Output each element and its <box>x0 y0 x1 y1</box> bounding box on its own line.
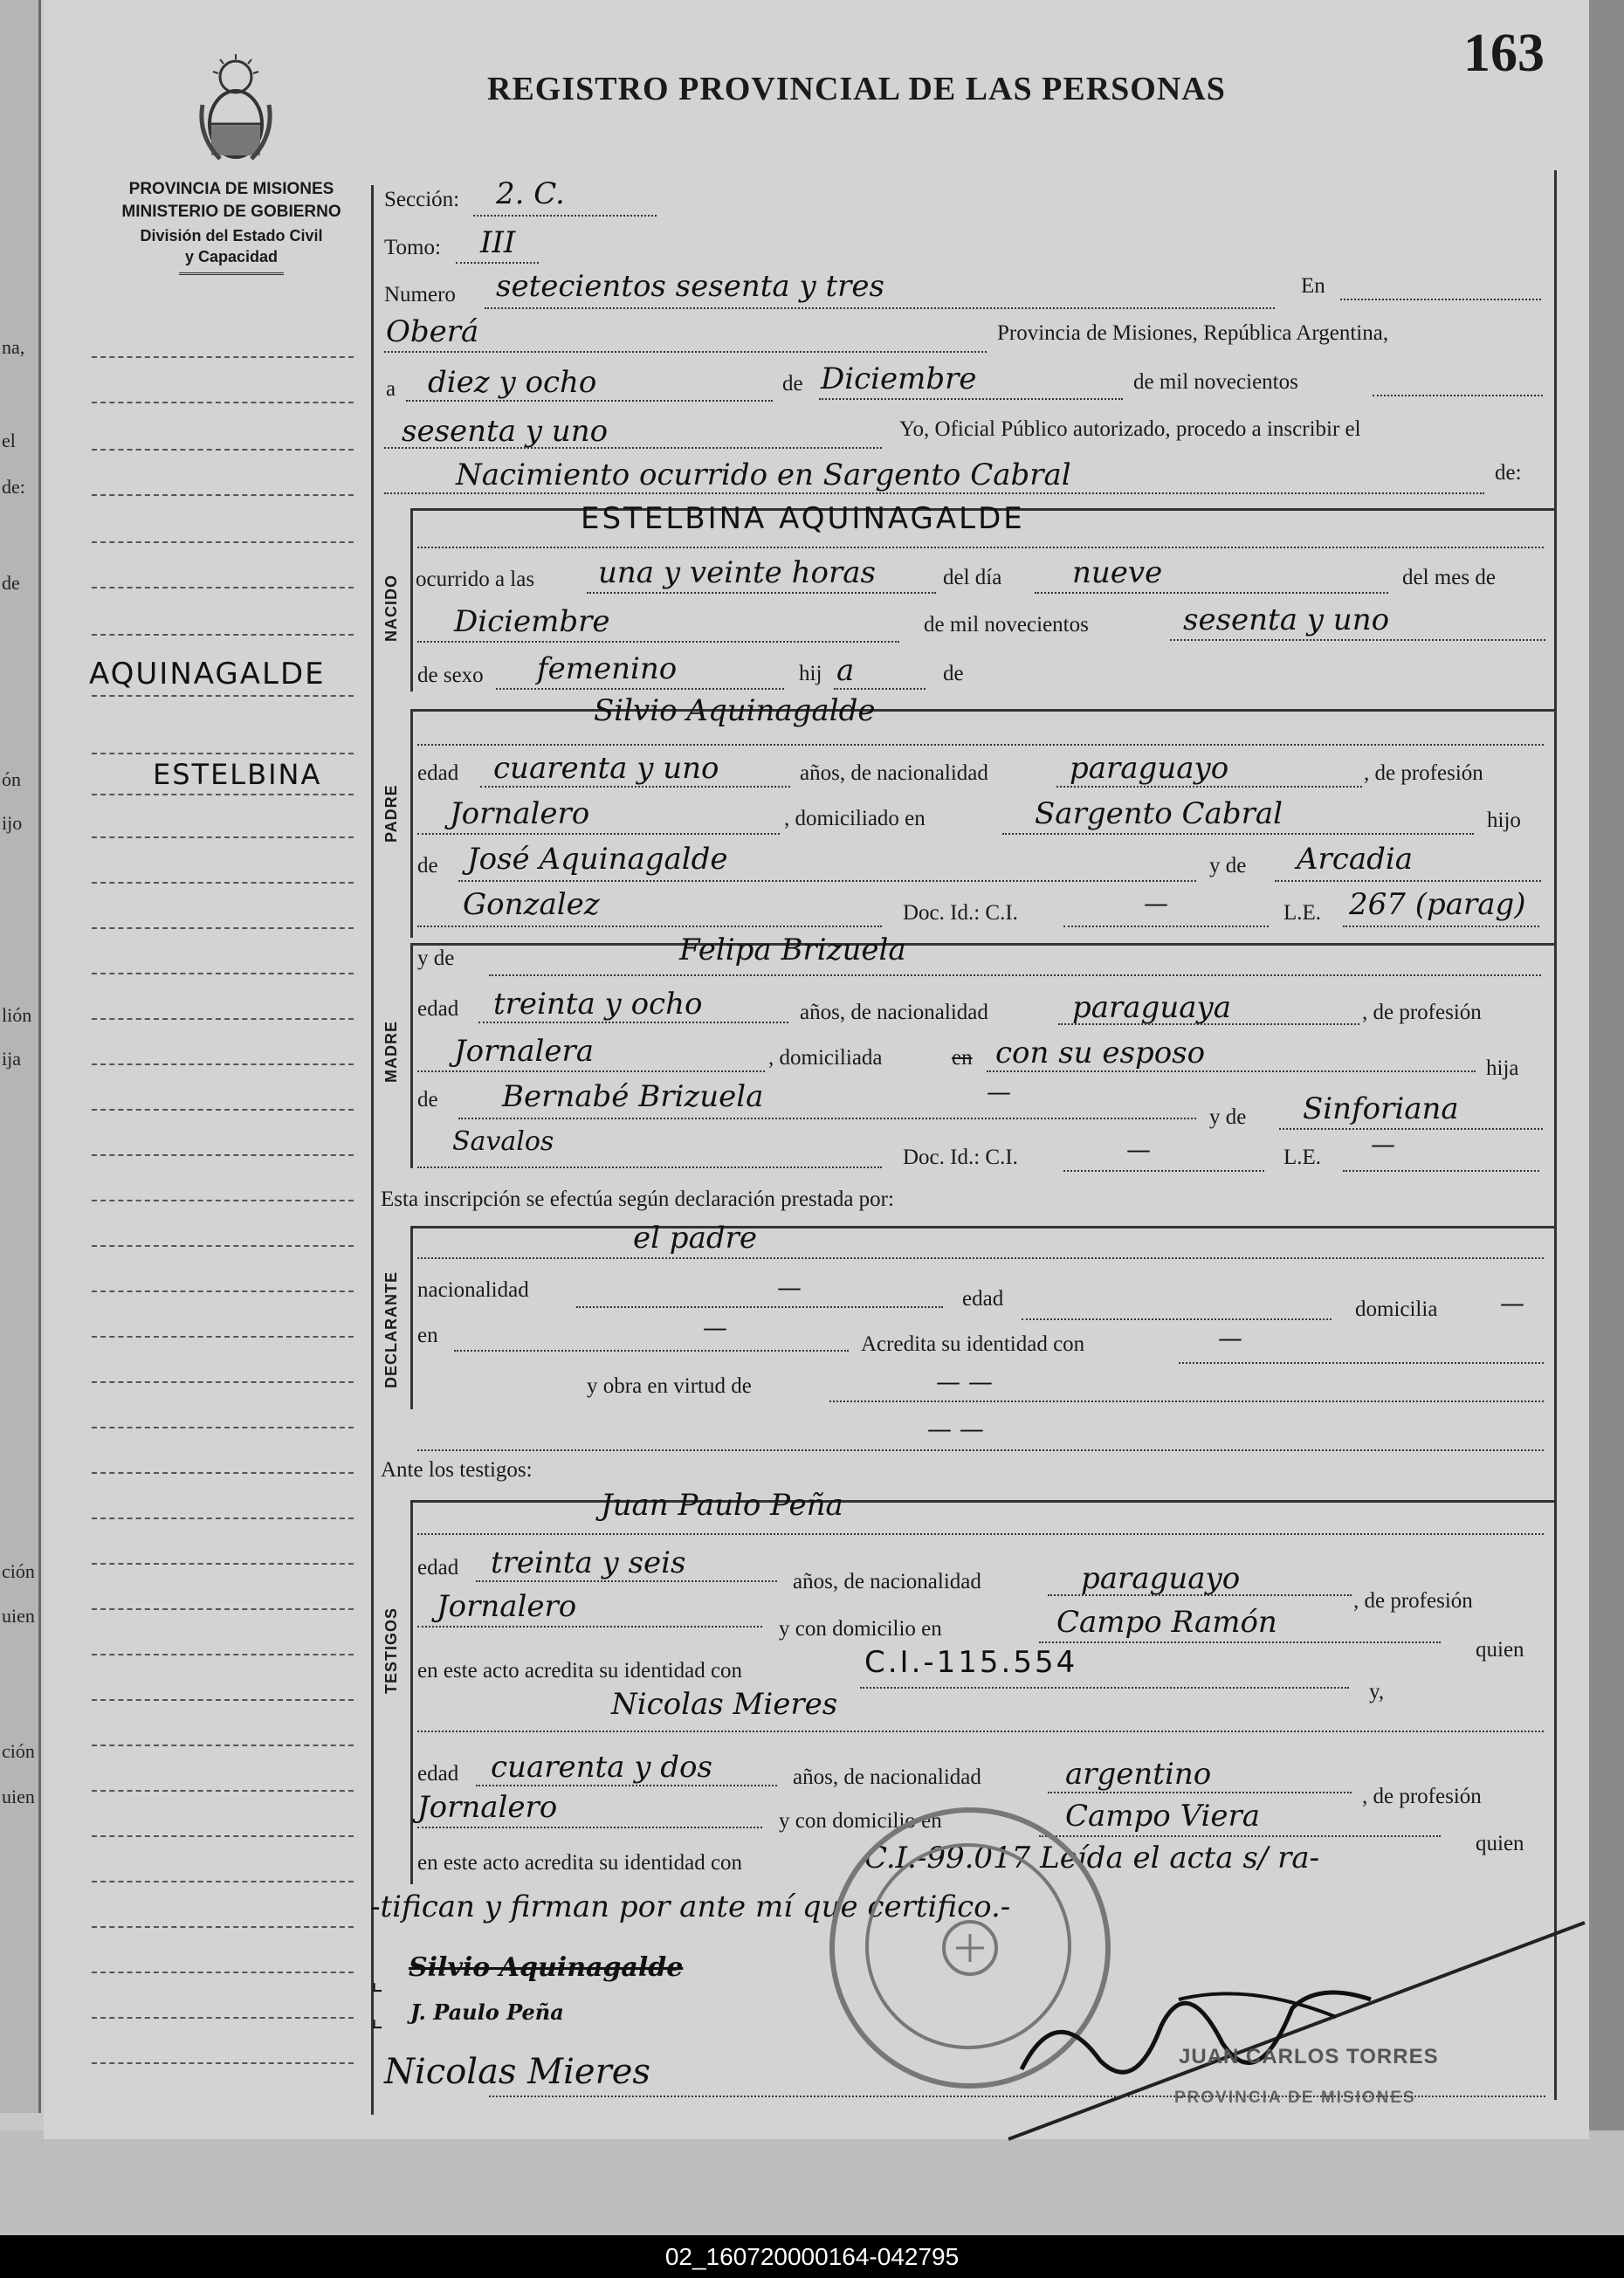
madre-doc-label: Doc. Id.: C.I. <box>903 1146 1018 1169</box>
madre-de-label: de <box>417 1088 438 1111</box>
padre-le-value: 267 (parag) <box>1349 887 1526 922</box>
signature-mark-icon: ⌞ <box>371 2004 384 2033</box>
mil-label: de mil novecientos <box>1133 370 1298 394</box>
fragment-text: ijo <box>2 812 23 834</box>
madre-mother-value-2: Savalos <box>452 1126 554 1157</box>
declarante-nac-value: — <box>777 1273 802 1302</box>
dia-value: diez y ocho <box>428 365 597 400</box>
padre-prof-value: Jornalero <box>450 796 590 831</box>
provincia-label: Provincia de Misiones, República Argentina, <box>997 321 1389 345</box>
official-name: JUAN CARLOS TORRES <box>1179 2045 1439 2068</box>
mes-label: del mes de <box>1402 566 1496 589</box>
header-rule <box>179 272 284 275</box>
testigo2-nac-label: años, de nacionalidad <box>793 1765 981 1789</box>
testigo1-acred-value: C.I.-115.554 <box>864 1645 1078 1680</box>
declarante-dom-value: — <box>1500 1289 1524 1318</box>
madre-section-label: MADRE <box>382 1021 400 1083</box>
madre-hija-label: hija <box>1486 1056 1519 1080</box>
de-label: de <box>782 372 803 396</box>
section-bracket <box>410 1500 413 1884</box>
declarante-acred-label: Acredita su identidad con <box>861 1332 1085 1356</box>
nacido-name: ESTELBINA AQUINAGALDE <box>581 501 1025 536</box>
declarante-dom-label: domicilia <box>1355 1297 1438 1321</box>
book-edge <box>1585 0 1624 2235</box>
en-label: En <box>1301 274 1325 298</box>
madre-edad-value: treinta y ocho <box>493 987 703 1022</box>
fragment-text: uien <box>2 1786 35 1807</box>
madre-dom-label: , domiciliada <box>768 1046 883 1070</box>
fragment-text: ón <box>2 768 21 790</box>
de-colon-label: de: <box>1495 461 1522 485</box>
padre-section-label: PADRE <box>382 784 400 843</box>
testigo1-nac-label: años, de nacionalidad <box>793 1570 981 1593</box>
testigo1-prof-value: Jornalero <box>437 1589 577 1624</box>
madre-dom-value: con su esposo <box>995 1036 1206 1070</box>
madre-mother-value: Sinforiana <box>1303 1091 1459 1126</box>
anio-value: sesenta y uno <box>402 414 609 449</box>
nacido-dia-value: nueve <box>1072 555 1163 590</box>
madre-father-value: Bernabé Brizuela <box>502 1079 764 1114</box>
page-number: 163 <box>1463 24 1545 83</box>
padre-yde-label: y de <box>1209 854 1247 877</box>
frame-line <box>1554 170 1557 2100</box>
frame-line <box>371 185 374 2115</box>
signature-father: Silvio Aquinagalde <box>409 1952 684 1983</box>
testigo2-nac-value: argentino <box>1065 1757 1212 1792</box>
testigo2-prof-label: , de profesión <box>1362 1785 1482 1808</box>
section-bracket <box>410 508 413 692</box>
declarante-nac-label: nacionalidad <box>417 1278 529 1302</box>
signature-mark-icon: ⌞ <box>371 1967 384 1996</box>
madre-nac-value: paraguaya <box>1072 990 1231 1025</box>
testigo2-dom-value: Campo Viera <box>1065 1799 1261 1834</box>
section-rule <box>410 1500 1554 1503</box>
margin-given-name: ESTELBINA <box>153 758 322 791</box>
madre-prof-label: , de profesión <box>1362 1001 1482 1024</box>
seccion-label: Sección: <box>384 188 460 211</box>
padre-dom-label: , domiciliado en <box>784 807 926 830</box>
fragment-text: uien <box>2 1605 35 1627</box>
section-rule <box>410 709 1554 712</box>
fragment-text: de: <box>2 476 25 498</box>
declarante-intro: Esta inscripción se efectúa según declaración prestada por: <box>381 1187 894 1211</box>
seccion-value: 2. C. <box>496 176 565 211</box>
testigo2-name: Nicolas Mieres <box>611 1687 838 1722</box>
numero-label: Numero <box>384 283 456 306</box>
section-rule <box>410 1226 1554 1228</box>
testigo2-acred-value: C.I.-99.017 Leída el acta s/ ra- <box>864 1841 1320 1875</box>
fragment-text: na, <box>2 336 25 358</box>
testigo1-dom-value: Campo Ramón <box>1056 1605 1277 1640</box>
sexo-value: femenino <box>537 651 678 686</box>
madre-nac-label: años, de nacionalidad <box>800 1001 988 1024</box>
declarante-obra-value: — — <box>936 1367 993 1396</box>
declarante-acred-value: — <box>1218 1324 1242 1352</box>
fragment-text: el <box>2 430 16 451</box>
tomo-label: Tomo: <box>384 236 441 259</box>
testigo1-prof-label: , de profesión <box>1353 1589 1473 1613</box>
declarante-edad-label: edad <box>962 1287 1004 1311</box>
hora-value: una y veinte horas <box>598 555 876 590</box>
testigo2-dom-label: y con domicilio en <box>779 1809 942 1833</box>
seal-emblem-icon <box>935 1913 1005 1983</box>
padre-nac-value: paraguayo <box>1070 751 1229 786</box>
madre-le-label: L.E. <box>1283 1146 1322 1169</box>
madre-prof-value: Jornalera <box>454 1034 595 1069</box>
padre-edad-label: edad <box>417 761 459 785</box>
hij-label: hij <box>799 662 822 685</box>
section-rule <box>410 943 1554 946</box>
fragment-text: ción <box>2 1740 35 1762</box>
padre-prof-label: , de profesión <box>1364 761 1483 785</box>
sexo-label: de sexo <box>417 664 484 687</box>
header-capacidad: y Capacidad <box>184 248 279 265</box>
page-title: REGISTRO PROVINCIAL DE LAS PERSONAS <box>487 71 1226 107</box>
hecho-value: Nacimiento ocurrido en Sargento Cabral <box>456 458 1071 492</box>
a-label: a <box>386 377 396 401</box>
padre-de-label: de <box>417 854 438 877</box>
madre-father-dash: — <box>987 1077 1011 1106</box>
fragment-text: lión <box>2 1004 32 1026</box>
padre-edad-value: cuarenta y uno <box>493 751 719 786</box>
declarante-en-value: — <box>703 1313 727 1342</box>
signature-witness1: J. Paulo Peña <box>410 1999 564 2025</box>
testigo2-acred-label: en este acto acredita su identidad con <box>417 1851 743 1875</box>
header-province: PROVINCIA DE MISIONES <box>128 180 334 198</box>
padre-name: Silvio Aquinagalde <box>594 693 876 728</box>
padre-mother-value-2: Gonzalez <box>463 887 600 922</box>
numero-value: setecientos sesenta y tres <box>496 269 884 304</box>
declarante-extra-value: — — <box>927 1414 984 1443</box>
tomo-value: III <box>480 225 516 260</box>
testigos-section-label: TESTIGOS <box>382 1607 400 1694</box>
testigo1-edad-value: treinta y seis <box>491 1545 686 1580</box>
nacido-section-label: NACIDO <box>382 575 400 642</box>
fragment-text: ija <box>2 1048 21 1070</box>
padre-hijo-label: hijo <box>1487 809 1521 832</box>
closing-text: -tifican y firman por ante mí que certifico.- <box>370 1889 1011 1924</box>
padre-father-value: José Aquinagalde <box>467 842 728 877</box>
testigo1-y-label: y, <box>1369 1680 1385 1703</box>
image-id-footer: 02_160720000164-042795 <box>0 2235 1624 2278</box>
madre-yde2-label: y de <box>1209 1105 1247 1129</box>
fragment-text: ción <box>2 1560 35 1582</box>
padre-mother-value: Arcadia <box>1297 842 1414 877</box>
ocurrido-label: ocurrido a las <box>416 568 535 591</box>
madre-yde-label: y de <box>417 946 455 970</box>
margin-surname: AQUINAGALDE <box>89 657 326 692</box>
testigo2-prof-value: Jornalero <box>417 1790 558 1825</box>
place-value: Oberá <box>386 314 479 349</box>
dia-label: del día <box>943 566 1002 589</box>
section-bracket <box>410 1226 413 1409</box>
fragment-text: de <box>2 572 20 594</box>
oficial-label: Yo, Oficial Público autorizado, procedo a inscribir el <box>899 417 1361 441</box>
testigo1-nac-value: paraguayo <box>1081 1561 1241 1596</box>
header-ministry: MINISTERIO DE GOBIERNO <box>121 203 341 221</box>
testigo1-edad-label: edad <box>417 1556 459 1579</box>
declarante-en-label: en <box>417 1324 438 1347</box>
coat-of-arms-icon <box>194 52 278 166</box>
padre-le-label: L.E. <box>1283 901 1322 925</box>
madre-dom-struck: en <box>952 1046 973 1070</box>
testigos-intro: Ante los testigos: <box>381 1458 533 1482</box>
padre-doc-value: — <box>1144 889 1168 918</box>
padre-doc-label: Doc. Id.: C.I. <box>903 901 1018 925</box>
nacido-anio-value: sesenta y uno <box>1183 602 1390 637</box>
previous-page-edge <box>0 0 41 2113</box>
section-bracket <box>410 943 413 1168</box>
testigo1-name: Juan Paulo Peña <box>601 1488 843 1523</box>
hij-value: a <box>836 653 855 688</box>
header-division: División del Estado Civil <box>140 227 323 244</box>
nacido-de-label: de <box>943 662 964 685</box>
signature-witness2: Nicolas Mieres <box>384 2052 650 2092</box>
madre-edad-label: edad <box>417 997 459 1021</box>
madre-le-value: — <box>1371 1130 1395 1159</box>
padre-nac-label: años, de nacionalidad <box>800 761 988 785</box>
testigo1-quien-label: quien <box>1476 1638 1524 1662</box>
declarante-name: el padre <box>633 1221 757 1256</box>
declarante-section-label: DECLARANTE <box>382 1271 400 1388</box>
declarante-obra-label: y obra en virtud de <box>587 1374 752 1398</box>
nacido-mes-value: Diciembre <box>454 604 610 639</box>
padre-dom-value: Sargento Cabral <box>1035 796 1283 831</box>
testigo1-dom-label: y con domicilio en <box>779 1617 942 1641</box>
testigo2-edad-value: cuarenta y dos <box>491 1750 712 1785</box>
nacido-mil-label: de mil novecientos <box>924 613 1089 637</box>
mes-value: Diciembre <box>821 361 977 396</box>
testigo2-edad-label: edad <box>417 1762 459 1786</box>
official-title: PROVINCIA DE MISIONES <box>1174 2089 1416 2107</box>
section-bracket <box>410 709 413 938</box>
testigo1-acred-label: en este acto acredita su identidad con <box>417 1659 743 1683</box>
testigo2-quien-label: quien <box>1476 1832 1524 1855</box>
madre-name: Felipa Brizuela <box>679 933 906 967</box>
madre-doc-value: — <box>1126 1135 1151 1164</box>
